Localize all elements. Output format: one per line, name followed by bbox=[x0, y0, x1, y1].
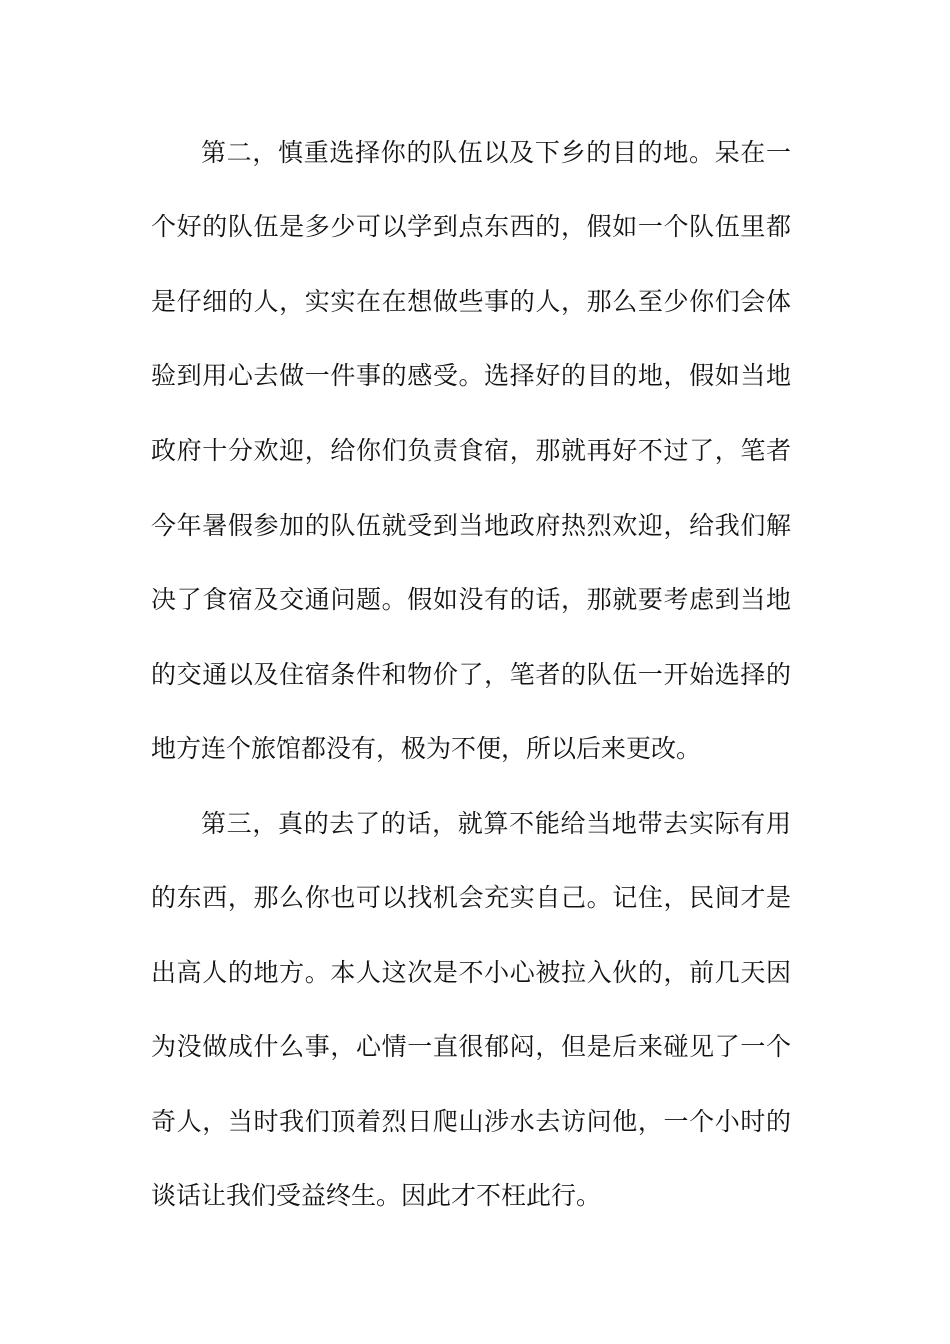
paragraph-2-line-1: 第二，慎重选择你的队伍以及下乡的目的地。呆在一 bbox=[201, 138, 791, 167]
paragraph-3-line-3: 出高人的地方。本人这次是不小心被拉入伙的，前几天因 bbox=[151, 958, 791, 987]
paragraph-3-line-6: 谈话让我们受益终生。因此才不枉此行。 bbox=[151, 1181, 602, 1210]
paragraph-2-line-2: 个好的队伍是多少可以学到点东西的，假如一个队伍里都 bbox=[151, 212, 791, 241]
paragraph-2-line-9: 地方连个旅馆都没有，极为不便，所以后来更改。 bbox=[151, 734, 702, 763]
paragraph-3-line-2: 的东西，那么你也可以找机会充实自己。记住，民间才是 bbox=[151, 883, 791, 912]
paragraph-2-line-8: 的交通以及住宿条件和物价了，笔者的队伍一开始选择的 bbox=[151, 660, 791, 689]
paragraph-3-line-1: 第三，真的去了的话，就算不能给当地带去实际有用 bbox=[201, 809, 791, 838]
paragraph-2-line-6: 今年暑假参加的队伍就受到当地政府热烈欢迎，给我们解 bbox=[151, 511, 791, 540]
paragraph-3-line-4: 为没做成什么事，心情一直很郁闷，但是后来碰见了一个 bbox=[151, 1032, 791, 1061]
paragraph-2-line-3: 是仔细的人，实实在在想做些事的人，那么至少你们会体 bbox=[151, 287, 791, 316]
paragraph-2-line-4: 验到用心去做一件事的感受。选择好的目的地，假如当地 bbox=[151, 361, 791, 390]
paragraph-3-line-5: 奇人，当时我们顶着烈日爬山涉水去访问他，一个小时的 bbox=[151, 1107, 791, 1136]
paragraph-2-line-5: 政府十分欢迎，给你们负责食宿，那就再好不过了，笔者 bbox=[151, 436, 791, 465]
paragraph-2-line-7: 决了食宿及交通问题。假如没有的话，那就要考虑到当地 bbox=[151, 585, 791, 614]
